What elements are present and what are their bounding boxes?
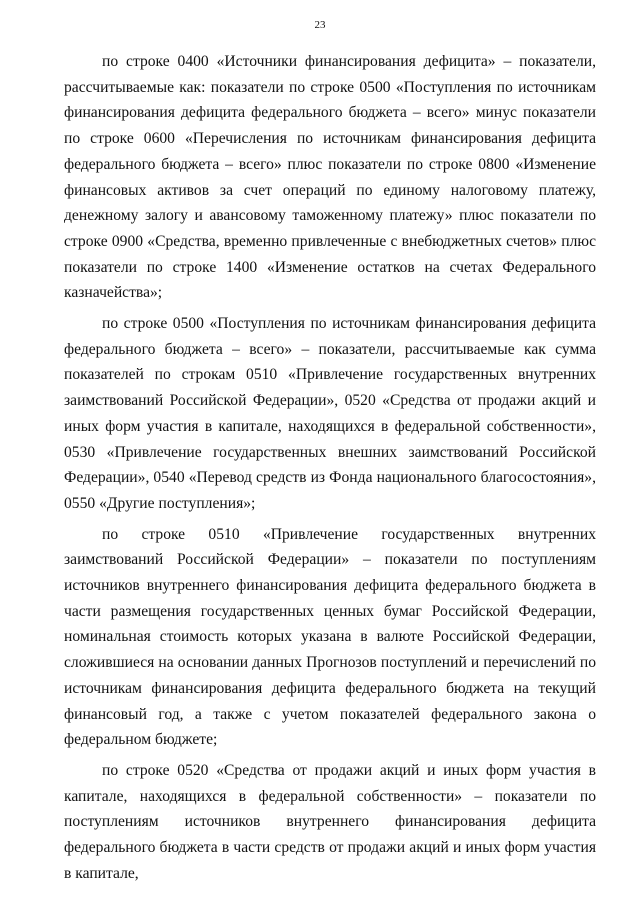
document-body	[64, 49, 596, 887]
paragraph-line-0500: по строке 0500 «Поступления по источникам финансирования дефицита федерального бюджета – всего» – показатели, рассчитываемые как сумма показателей по строкам 0510 «Привлечение государственных внутренних заимствований Российской Федерации», 0520 «Средства от продажи акций и иных форм участия в капитале, находящихся в федеральной собственности», 0530 «Привлечение государственных внешних заимствований Российской Федерации», 0540 «Перевод средств из Фонда национального благосостояния», 0550 «Другие поступления»;	[64, 315, 596, 512]
paragraph-line-0400: по строке 0400 «Источники финансирования дефицита» – показатели, рассчитываемые как: показатели по строке 0500 «Поступления по источникам финансирования дефицита федерального бюджета – всего» минус показатели по строке 0600 «Перечисления по источникам финансирования дефицита федерального бюджета – всего» плюс показатели по строке 0800 «Изменение финансовых активов за счет операций по единому налоговому платежу, денежному залогу и авансовому таможенному платежу» плюс показатели по строке 0900 «Средства, временно привлеченные с внебюджетных счетов» плюс показатели по строке 1400 «Изменение остатков на счетах Федерального казначейства»;	[64, 53, 596, 302]
page-number: 23	[314, 19, 326, 31]
paragraph-line-0510: по строке 0510 «Привлечение государственных внутренних заимствований Российской Федерации» – показатели по поступлениям источников внутреннего финансирования дефицита федерального бюджета в части размещения государственных ценных бумаг Российской Федерации, номинальная стоимость которых указана в валюте Российской Федерации, сложившиеся на основании данных Прогнозов поступлений и перечислений по источникам финансирования дефицита федерального бюджета на текущий финансовый год, а также с учетом показателей федерального закона о федеральном бюджете;	[64, 525, 596, 749]
paragraph-line-0520: по строке 0520 «Средства от продажи акций и иных форм участия в капитале, находящихся в федеральной собственности» – показатели по поступлениям источников внутреннего финансирования дефицита федерального бюджета в части средств от продажи акций и иных форм участия в капитале,	[64, 761, 596, 882]
